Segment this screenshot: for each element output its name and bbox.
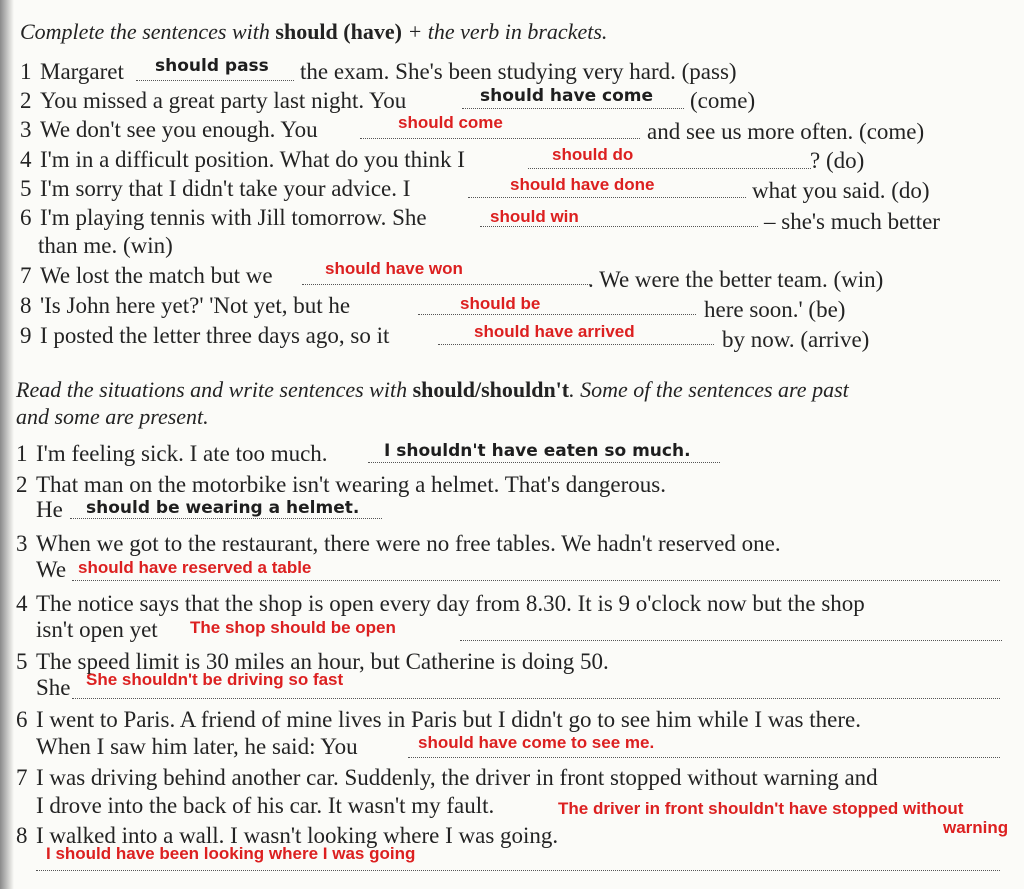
ex2-item-2-line2: He xyxy=(36,497,63,522)
ex1-item-3-after: and see us more often. (come) xyxy=(647,119,925,144)
ex2-item-7: 7 I was driving behind another car. Suddenly, the driver in front stopped without warning and xyxy=(16,765,878,790)
ex2-item-4: 4 The notice says that the shop is open every day from 8.30. It is 9 o'clock now but the shop xyxy=(16,591,865,616)
ex2-item-8: 8 I walked into a wall. I wasn't looking where I was going. xyxy=(16,823,559,848)
ex1-answer-5: should have done xyxy=(510,175,655,194)
ex2-answer-line-2 xyxy=(70,518,382,519)
ex1-item-7-after: . We were the better team. (win) xyxy=(588,267,884,292)
ex1-answer-line-9 xyxy=(438,344,714,345)
ex1-answer-1: should pass xyxy=(155,56,269,76)
ex2-item-6-line2: When I saw him later, he said: You xyxy=(36,734,358,759)
ex1-item-1-after: the exam. She's been studying very hard. (pass) xyxy=(300,59,737,84)
ex2-item-3: 3 When we got to the restaurant, there were no free tables. We hadn't reserved one. xyxy=(16,531,781,556)
ex1-answer-7: should have won xyxy=(325,259,463,278)
ex2-answer-5: She shouldn't be driving so fast xyxy=(86,670,344,689)
page-edge-mark xyxy=(1016,758,1024,790)
ex2-answer-8: I should have been looking where I was going xyxy=(46,844,416,863)
ex1-item-2-after: (come) xyxy=(690,88,756,113)
ex2-answer-line-8 xyxy=(36,870,1000,871)
exercise2-heading: Read the situations and write sentences with should/shouldn't. Some of the sentences are past xyxy=(16,377,849,402)
page-edge-shadow xyxy=(0,0,14,889)
ex2-answer-line-5 xyxy=(72,698,1000,699)
ex2-answer-4: The shop should be open xyxy=(190,618,396,637)
ex2-answer-line-3 xyxy=(72,580,1000,581)
ex2-answer-line-1 xyxy=(368,462,720,463)
ex2-answer-1: I shouldn't have eaten so much. xyxy=(384,441,691,461)
ex2-item-6: 6 I went to Paris. A friend of mine lives in Paris but I didn't go to see him while I was there. xyxy=(16,707,861,732)
ex2-answer-2: should be wearing a helmet. xyxy=(86,498,360,518)
exercise1-heading: Complete the sentences with should (have) + the verb in brackets. xyxy=(20,19,608,44)
ex1-item-2: 2 You missed a great party last night. You xyxy=(20,88,407,113)
ex1-item-9: 9 I posted the letter three days ago, so it xyxy=(20,323,390,348)
ex1-answer-line-1 xyxy=(136,80,294,81)
ex1-item-8: 8 'Is John here yet?' 'Not yet, but he xyxy=(20,293,351,318)
exercise2-heading-line2: and some are present. xyxy=(16,404,209,429)
ex1-item-6-continuation: than me. (win) xyxy=(38,233,173,258)
ex1-item-9-after: by now. (arrive) xyxy=(722,327,870,352)
ex1-item-6-after: – she's much better xyxy=(764,209,940,234)
ex2-item-4-line2: isn't open yet xyxy=(36,617,158,642)
ex2-answer-3: should have reserved a table xyxy=(78,558,312,577)
ex1-answer-line-4 xyxy=(528,168,811,169)
ex1-answer-8: should be xyxy=(460,294,541,313)
ex1-answer-line-2 xyxy=(462,108,684,109)
ex1-item-8-after: here soon.' (be) xyxy=(704,297,846,322)
ex2-answer-7-continuation: warning xyxy=(943,818,1009,837)
ex2-answer-7: The driver in front shouldn't have stopped without xyxy=(558,799,964,818)
ex1-item-7: 7 We lost the match but we xyxy=(20,263,273,288)
ex1-answer-line-7 xyxy=(302,284,590,285)
ex2-answer-line-4 xyxy=(460,640,1002,641)
ex1-answer-2: should have come xyxy=(480,86,654,106)
ex2-answer-line-6 xyxy=(408,757,1000,758)
ex1-item-4-after: ? (do) xyxy=(810,148,865,173)
ex1-item-5-after: what you said. (do) xyxy=(752,178,930,203)
ex1-item-6: 6 I'm playing tennis with Jill tomorrow. She xyxy=(20,205,427,230)
ex1-answer-line-3 xyxy=(360,138,640,139)
ex1-answer-line-5 xyxy=(468,197,746,198)
ex1-item-5: 5 I'm sorry that I didn't take your advice. I xyxy=(20,176,411,201)
ex1-answer-3: should come xyxy=(398,113,503,132)
ex2-item-7-line2: I drove into the back of his car. It wasn't my fault. xyxy=(36,793,495,818)
ex1-item-1: 1 Margaret xyxy=(20,59,124,84)
ex2-answer-6: should have come to see me. xyxy=(418,733,655,752)
ex1-answer-6: should win xyxy=(490,207,579,226)
ex1-answer-9: should have arrived xyxy=(474,322,635,341)
ex1-answer-line-8 xyxy=(418,314,696,315)
ex2-item-2: 2 That man on the motorbike isn't wearing a helmet. That's dangerous. xyxy=(16,472,666,497)
ex1-item-4: 4 I'm in a difficult position. What do you think I xyxy=(20,147,465,172)
ex1-item-3: 3 We don't see you enough. You xyxy=(20,117,318,142)
ex2-item-5: 5 The speed limit is 30 miles an hour, but Catherine is doing 50. xyxy=(16,649,609,674)
ex2-item-1: 1 I'm feeling sick. I ate too much. xyxy=(16,441,328,466)
ex2-item-3-line2: We xyxy=(36,557,67,582)
ex2-item-5-line2: She xyxy=(36,675,71,700)
ex1-answer-4: should do xyxy=(552,145,634,164)
